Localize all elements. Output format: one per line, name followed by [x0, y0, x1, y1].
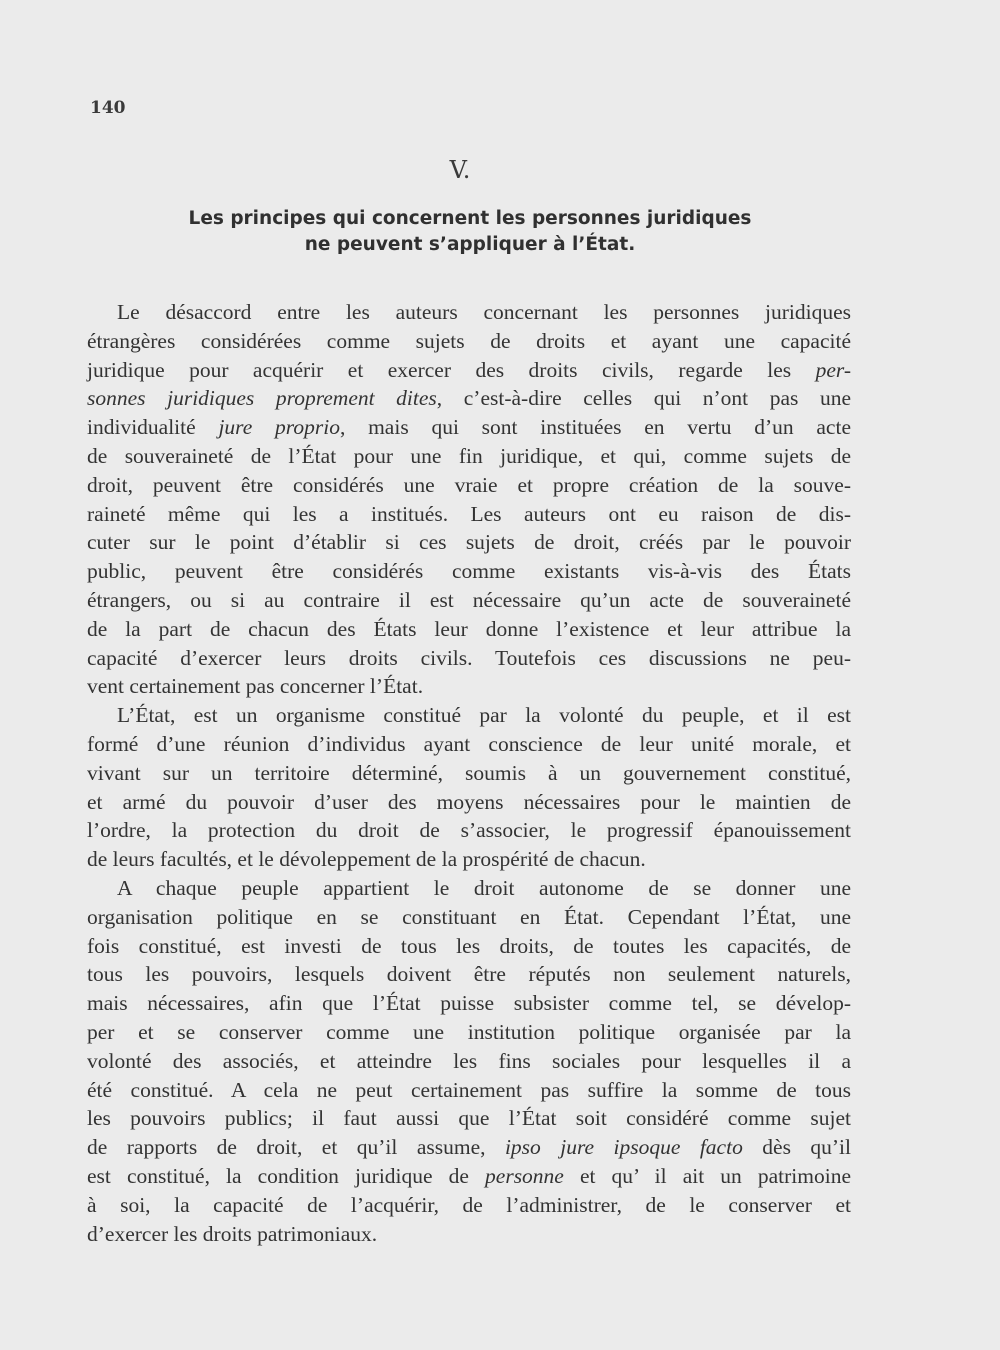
text-line: [87, 672, 851, 701]
text-line: [87, 356, 851, 385]
text-run: individualité: [87, 415, 219, 440]
text-run: de rapports de droit, et qu’il assume,: [87, 1135, 505, 1160]
text-run: capacité d’exercer leurs droits civils. Toutefois ces discussions ne peu-: [87, 645, 851, 670]
text-line: [87, 816, 851, 845]
text-run: d’exercer les droits patrimoniaux.: [87, 1221, 378, 1246]
text-line: [87, 442, 851, 471]
section-title-line: ne peuvent s’appliquer à l’État.: [304, 234, 636, 255]
text-run: droit, peuvent être considérés une vraie et propre création de la souve-: [87, 472, 851, 497]
text-line: [87, 759, 851, 788]
text-line: [87, 557, 851, 586]
text-line: [87, 586, 851, 615]
italic-run: ipso jure ipsoque facto: [504, 1135, 743, 1160]
text-line: [87, 845, 851, 874]
text-run: cuter sur le point d’établir si ces sujets de droit, créés par le pouvoir: [87, 530, 851, 555]
text-run: à soi, la capacité de l’acquérir, de l’administrer, de le conserver et: [87, 1192, 851, 1217]
text-run: et armé du pouvoir d’user des moyens nécessaires pour le maintien de: [87, 789, 851, 814]
text-run: volonté des associés, et atteindre les fins sociales pour lesquelles il a: [87, 1048, 851, 1073]
text-run: per et se conserver comme une institution politique organisée par la: [87, 1019, 851, 1044]
page-number: 140: [90, 98, 126, 118]
text-line: [87, 1220, 851, 1249]
text-run: dès qu’il: [742, 1135, 851, 1160]
section-numeral: V.: [449, 156, 471, 184]
text-line: [87, 701, 851, 730]
text-run: de souveraineté de l’État pour une fin juridique, et qui, comme sujets de: [87, 443, 851, 468]
paragraph: [87, 701, 851, 874]
text-line: [87, 960, 851, 989]
text-line: [87, 500, 851, 529]
text-line: [87, 471, 851, 500]
text-line: [87, 788, 851, 817]
text-run: Le désaccord entre les auteurs concernant les personnes juridiques: [117, 300, 851, 324]
text-line: [87, 384, 851, 413]
text-line: [87, 932, 851, 961]
text-run: et qu’ il ait un patrimoine: [563, 1163, 852, 1188]
text-run: juridique pour acquérir et exercer des droits civils, regarde les: [87, 357, 816, 382]
text-run: , c’est-à-dire celles qui n’ont pas une: [436, 386, 852, 411]
text-run: de la part de chacun des États leur donne l’existence et leur attribue la: [87, 616, 851, 641]
text-run: été constitué. A cela ne peut certainement pas suffire la somme de tous: [87, 1077, 851, 1102]
text-line: [87, 1162, 851, 1191]
text-run: L’État, est un organisme constitué par la volonté du peuple, et il est: [117, 703, 851, 728]
text-run: raineté même qui les a institués. Les auteurs ont eu raison de dis-: [87, 501, 851, 526]
paragraph: [87, 874, 851, 1248]
text-line: [87, 1104, 851, 1133]
text-run: public, peuvent être considérés comme existants vis-à-vis des États: [87, 559, 851, 584]
text-line: [87, 1133, 851, 1162]
italic-run: jure proprio: [218, 415, 340, 440]
text-line: [87, 874, 851, 903]
text-line: [87, 1047, 851, 1076]
text-run: l’ordre, la protection du droit de s’associer, le progressif épanouissement: [87, 818, 851, 843]
text-line: [87, 730, 851, 759]
italic-run: per-: [815, 357, 851, 382]
text-run: fois constitué, est investi de tous les droits, de toutes les capacités, de: [87, 933, 851, 958]
text-run: vent certainement pas concerner l’État.: [87, 674, 424, 699]
text-line: [87, 644, 851, 673]
text-run: étrangers, ou si au contraire il est nécessaire qu’un acte de souveraineté: [87, 587, 851, 612]
section-title: [170, 206, 770, 258]
text-run: formé d’une réunion d’individus ayant conscience de leur unité morale, et: [87, 731, 851, 756]
text-line: [87, 327, 851, 356]
text-line: [87, 1018, 851, 1047]
text-line: [87, 989, 851, 1018]
text-run: est constitué, la condition juridique de: [87, 1163, 486, 1188]
text-run: mais nécessaires, afin que l’État puisse subsister comme tel, se dévelop-: [87, 991, 851, 1016]
text-run: les pouvoirs publics; il faut aussi que l’État soit considéré comme sujet: [87, 1106, 851, 1131]
body-text: [87, 298, 851, 1248]
italic-run: sonnes juridiques proprement dites: [87, 386, 437, 411]
text-run: de leurs facultés, et le dévoleppement de la prospérité de chacun.: [87, 847, 646, 872]
text-run: organisation politique en se constituant en État. Cependant l’État, une: [87, 904, 851, 929]
text-run: étrangères considérées comme sujets de droits et ayant une capacité: [87, 328, 851, 353]
section-title-line: Les principes qui concernent les personnes juridiques: [188, 208, 752, 229]
paragraph: [87, 298, 851, 701]
text-line: [87, 1191, 851, 1220]
text-line: [87, 903, 851, 932]
text-run: A chaque peuple appartient le droit autonome de se donner une: [117, 875, 851, 900]
text-line: [87, 528, 851, 557]
text-run: vivant sur un territoire déterminé, soumis à un gouvernement constitué,: [87, 760, 851, 785]
text-run: tous les pouvoirs, lesquels doivent être réputés non seulement naturels,: [87, 962, 851, 987]
text-line: [87, 1076, 851, 1105]
italic-run: personne: [485, 1163, 564, 1188]
text-run: , mais qui sont instituées en vertu d’un acte: [339, 415, 851, 440]
text-line: [87, 298, 851, 327]
text-line: [87, 413, 851, 442]
text-line: [87, 615, 851, 644]
